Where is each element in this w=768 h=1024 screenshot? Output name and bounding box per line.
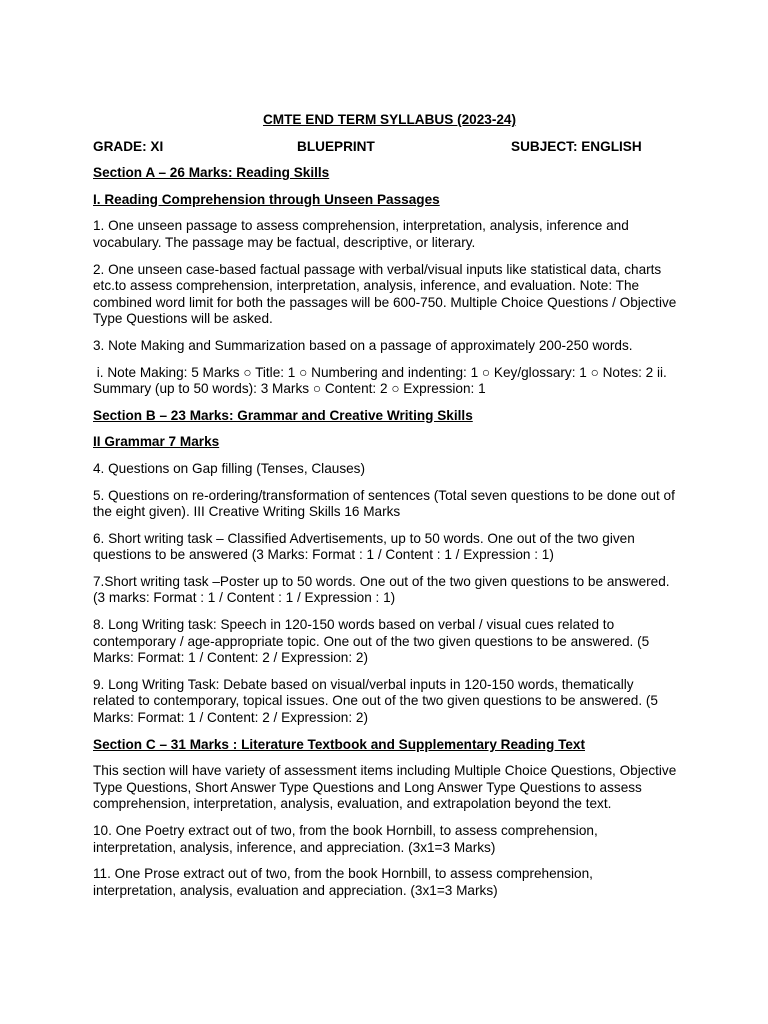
section-c-intro: This section will have variety of assessment items including Multiple Choice Questions, Objective Type Questions, Short Answer Type Questions and Long Answer Type Questions to assess comprehension, interpretation, analysis, evaluation, and extrapolation beyond the text. <box>93 763 677 812</box>
item-6: 6. Short writing task – Classified Advertisements, up to 50 words. One out of the two given questions to be answered (3 Marks: Format : 1 / Content : 1 / Expression : 1) <box>93 530 635 563</box>
item-1: 1. One unseen passage to assess comprehension, interpretation, analysis, inference and vocabulary. The passage may be factual, descriptive, or literary. <box>93 218 629 250</box>
part-1-heading: I. Reading Comprehension through Unseen Passages <box>93 191 440 207</box>
item-11: 11. One Prose extract out of two, from the book Hornbill, to assess comprehension, interpretation, analysis, evaluation and appreciation. (3x1=3 Marks) <box>93 866 593 898</box>
section-a-heading: Section A – 26 Marks: Reading Skills <box>93 165 330 181</box>
item-8: 8. Long Writing task: Speech in 120-150 words based on verbal / visual cues related to contemporary / age-appropriate topic. One out of the two given questions to be answered. (5 Marks: Format: 1 / Content: 2 / Expression: 2) <box>93 617 650 666</box>
section-c-heading: Section C – 31 Marks : Literature Textbook and Supplementary Reading Text <box>93 736 586 752</box>
item-2: 2. One unseen case-based factual passage with verbal/visual inputs like statistical data, charts etc.to assess comprehension, interpretation, analysis, inference, and evaluation. Note: The combined word limit for both the passages will be 600-750. Multiple Choice Questions / Objective Type Questions will be asked. <box>93 261 677 327</box>
blueprint-label: BLUEPRINT <box>297 138 375 154</box>
item-9: 9. Long Writing Task: Debate based on visual/verbal inputs in 120-150 words, thematically related to contemporary, topical issues. One out of the two given questions to be answered. (5 Marks: Format: 1 / Content: 2 / Expression: 2) <box>93 676 658 726</box>
grade-label: GRADE: XI <box>93 138 164 154</box>
section-b-heading: Section B – 23 Marks: Grammar and Creative Writing Skills <box>93 407 473 423</box>
header-row <box>93 139 678 156</box>
item-7: 7.Short writing task –Poster up to 50 words. One out of the two given questions to be answered. (3 marks: Format : 1 / Content : 1 / Expression : 1) <box>93 573 670 606</box>
item-10: 10. One Poetry extract out of two, from the book Hornbill, to assess comprehension, interpretation, analysis, inference, and appreciation. (3x1=3 Marks) <box>93 823 598 855</box>
document-title: CMTE END TERM SYLLABUS (2023-24) <box>262 112 517 127</box>
part-2-heading: II Grammar 7 Marks <box>93 434 220 450</box>
item-4: 4. Questions on Gap filling (Tenses, Clauses) <box>93 460 366 476</box>
document-page <box>93 112 678 909</box>
item-3: 3. Note Making and Summarization based on a passage of approximately 200-250 words. <box>93 337 633 353</box>
item-3-marks: i. Note Making: 5 Marks ○ Title: 1 ○ Numbering and indenting: 1 ○ Key/glossary: 1 ○ Notes: 2 ii. Summary (up to 50 words): 3 Marks ○ Content: 2 ○ Expression: 1 <box>93 364 671 397</box>
item-5: 5. Questions on re-ordering/transformation of sentences (Total seven questions to be done out of the eight given). III Creative Writing Skills 16 Marks <box>93 487 675 520</box>
subject-label: SUBJECT: ENGLISH <box>511 138 642 154</box>
